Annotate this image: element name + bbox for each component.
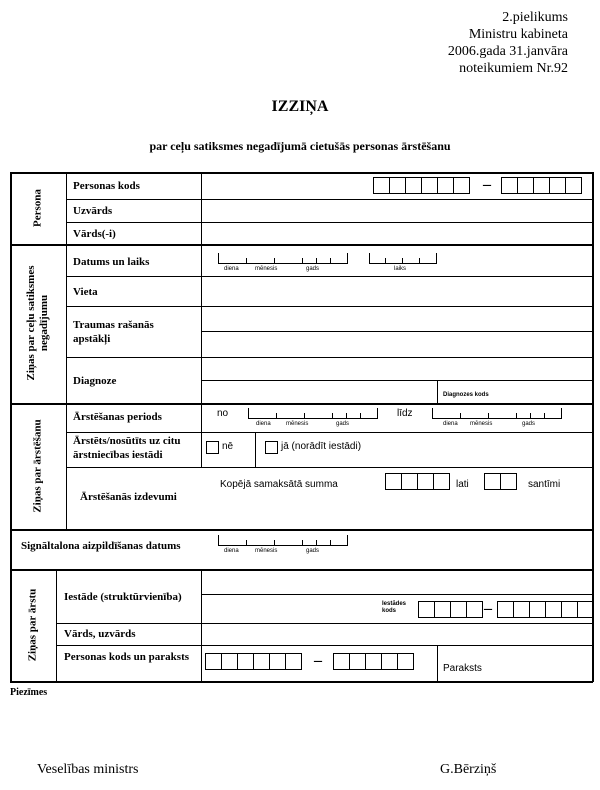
iestade-input[interactable]	[202, 570, 592, 593]
vards-uzvards-input[interactable]	[202, 624, 592, 644]
dash-separator: –	[483, 176, 491, 193]
footer-minister-name: G.Bērziņš	[440, 762, 497, 777]
label-piezimes: Piezīmes	[10, 687, 48, 698]
label-gads: gads	[306, 548, 320, 554]
checkbox-ja[interactable]	[265, 441, 278, 454]
checkbox-ne[interactable]	[206, 441, 219, 454]
label-vieta: Vieta	[73, 286, 98, 298]
label-traumas: Traumas rašanās apstākļi	[73, 319, 154, 345]
personas-kods-part1[interactable]	[373, 177, 469, 194]
label-gads: gads	[306, 266, 320, 272]
dash-separator: –	[484, 600, 492, 617]
label-diena: diena	[224, 266, 239, 272]
label-arstesanas-izdevumi: Ārstēšanās izdevumi	[80, 491, 177, 503]
label-personas-kods: Personas kods	[73, 180, 140, 192]
label-menesis: mēnesis	[470, 421, 493, 427]
label-vards-uzvards: Vārds, uzvārds	[64, 628, 136, 640]
label-iestade: Iestāde (struktūrvienība)	[64, 591, 182, 603]
section-accident-info: Ziņas par ceļu satiksmes negadījumu	[25, 265, 50, 381]
doctor-personas-kods-part2[interactable]	[333, 653, 413, 670]
label-personas-kods-paraksts: Personas kods un paraksts	[64, 651, 190, 663]
label-arstesanas-periods: Ārstēšanas periods	[73, 411, 162, 423]
label-lidz: līdz	[397, 408, 413, 419]
label-gads: gads	[522, 421, 536, 427]
doctor-personas-kods-part1[interactable]	[205, 653, 301, 670]
header-line-4: noteikumiem Nr.92	[459, 61, 568, 76]
label-menesis: mēnesis	[286, 421, 309, 427]
document-title: IZZIŅA	[271, 98, 329, 115]
label-gads: gads	[336, 421, 350, 427]
label-diena: diena	[256, 421, 271, 427]
label-santimi: santīmi	[528, 479, 561, 490]
label-lati: lati	[456, 479, 469, 490]
label-signaltalona: Signāltalona aizpildīšanas datums	[21, 540, 181, 552]
label-no: no	[217, 408, 229, 419]
uzvards-input[interactable]	[202, 200, 592, 221]
section-persona: Persona	[31, 189, 44, 227]
section-treatment-info: Ziņas par ārstēšanu	[31, 419, 44, 513]
iestades-kods-part1[interactable]	[418, 601, 482, 618]
document-subtitle: par ceļu satiksmes negadījumā cietušās personas ārstēšanu	[149, 139, 451, 153]
header-line-3: 2006.gada 31.janvāra	[447, 44, 568, 59]
label-kopeja-summa: Kopējā samaksātā summa	[220, 479, 338, 490]
label-ja: jā (norādīt iestādi)	[281, 441, 362, 452]
iestades-kods-part2[interactable]	[497, 601, 593, 618]
section-doctor-info: Ziņas par ārstu	[26, 588, 39, 662]
attachment-label	[448, 9, 568, 77]
signature-area[interactable]	[438, 646, 592, 681]
label-menesis: mēnesis	[255, 548, 278, 554]
label-diena: diena	[224, 548, 239, 554]
label-iestades-kods: Iestādes kods	[382, 601, 407, 614]
label-datums-laiks: Datums un laiks	[73, 256, 150, 268]
label-menesis: mēnesis	[255, 266, 278, 272]
personas-kods-part2[interactable]	[501, 177, 581, 194]
vards-input[interactable]	[202, 223, 592, 243]
label-diena: diena	[443, 421, 458, 427]
label-vards: Vārds(-i)	[73, 228, 116, 240]
header-line-2: Ministru kabineta	[468, 27, 568, 42]
label-uzvards: Uzvārds	[73, 205, 113, 217]
label-arstets-nosutits: Ārstēts/nosūtīts uz citu ārstniecības iestādi	[73, 435, 181, 461]
header-line-1: 2.pielikums	[502, 10, 568, 25]
vieta-input[interactable]	[202, 277, 592, 305]
santimi-boxes[interactable]	[484, 473, 516, 490]
traumas-input[interactable]	[202, 307, 592, 356]
label-laiks: laiks	[394, 266, 407, 272]
dash-separator: –	[314, 652, 322, 669]
label-ne: nē	[222, 441, 234, 452]
diagnoze-input[interactable]	[202, 358, 592, 379]
label-paraksts: Paraksts	[443, 663, 482, 674]
label-diagnozes-kods: Diagnozes kods	[443, 392, 489, 398]
label-diagnoze: Diagnoze	[73, 375, 117, 387]
footer-minister-title: Veselības ministrs	[37, 762, 139, 777]
lati-boxes[interactable]	[385, 473, 449, 490]
